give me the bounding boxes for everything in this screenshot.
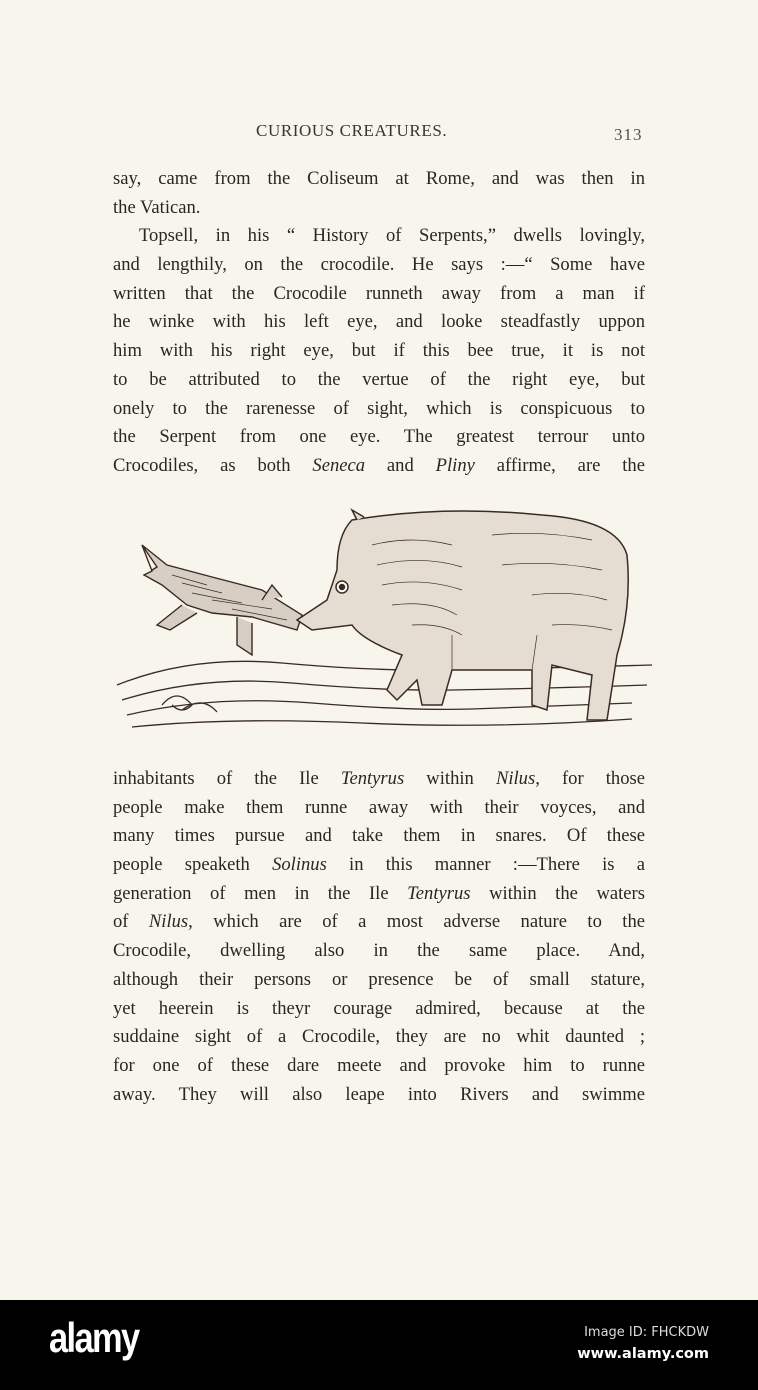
beast-figure [297,510,628,720]
italic-text: Seneca [312,454,366,476]
text-line [113,1052,645,1081]
text-segment: people speaketh [113,854,273,876]
text-line [113,452,645,481]
text-segment: away. They will also leape into Rivers and swimme [113,1083,645,1105]
text-line [113,822,645,851]
text-segment: Topsell, in his “ History of Serpents,” dwells lovingly, [139,225,645,247]
woodcut-illustration-crocodile-and-beast [112,505,657,740]
alamy-logo: alamy [49,1314,139,1361]
crocodile-figure [142,545,302,655]
text-segment: of [113,911,149,933]
text-segment: the Vatican. [113,196,201,218]
page-number: 313 [614,125,643,144]
text-block-upper [113,165,645,481]
text-line [113,194,645,223]
text-line [113,794,645,823]
text-block-lower [113,765,645,1109]
text-line [113,880,645,909]
watermark-footer [0,1300,758,1390]
text-line [113,395,645,424]
text-line [113,995,645,1024]
text-line [113,765,645,794]
text-segment: for those [539,768,645,789]
text-line [113,937,645,966]
image-id: Image ID: FHCKDW [584,1325,709,1340]
italic-text: Pliny [435,454,475,476]
text-line [113,1023,645,1052]
text-line [113,966,645,995]
text-line [113,908,645,937]
italic-text: Nilus, [495,768,540,789]
text-segment: affirme, are the [474,454,645,476]
text-line [113,337,645,366]
text-segment: him with his right eye, but if this bee true, it is not [113,340,645,362]
text-segment: within [404,768,496,789]
text-segment: people make them runne away with their voyces, and [113,796,645,818]
text-line [113,308,645,337]
text-segment: written that the Crocodile runneth away from a man if [113,282,645,304]
text-line [113,1081,645,1110]
text-segment: and lengthily, on the crocodile. He says :—“ Some have [113,254,645,276]
italic-text: Tentyrus [407,882,471,904]
text-line [113,851,645,880]
text-line [113,423,645,452]
text-line [113,251,645,280]
text-segment: although their persons or presence be of small stature, [113,968,645,990]
text-segment: to be attributed to the vertue of the right eye, but [113,368,645,390]
running-head-title: CURIOUS CREATURES. [256,121,448,140]
text-segment: inhabitants of the Ile [113,768,341,789]
text-segment: which are of a most adverse nature to the [192,911,645,933]
text-segment: within the waters [470,882,645,904]
text-segment: Crocodile, dwelling also in the same place. And, [113,940,645,962]
text-segment: yet heerein is theyr courage admired, because at the [113,997,645,1019]
text-segment: onely to the rarenesse of sight, which is conspicuous to [113,397,645,419]
text-segment: many times pursue and take them in snares. Of these [113,825,645,847]
text-segment: in this manner :—There is a [326,854,645,876]
text-line [113,280,645,309]
italic-text: Solinus [272,854,327,876]
text-line [113,222,645,251]
text-segment: suddaine sight of a Crocodile, they are no whit daunted ; [113,1026,645,1048]
text-segment: say, came from the Coliseum at Rome, and was then in [113,168,645,189]
text-segment: for one of these dare meete and provoke him to runne [113,1054,645,1076]
running-head [0,121,758,145]
text-line [113,165,645,194]
site-url: www.alamy.com [577,1346,709,1362]
italic-text: Tentyrus [340,768,405,789]
italic-text: Nilus, [148,911,193,933]
text-segment: Crocodiles, as both [113,454,313,476]
text-line [113,366,645,395]
text-segment: the Serpent from one eye. The greatest terrour unto [113,426,645,448]
text-segment: generation of men in the Ile [113,882,408,904]
text-segment: and [365,454,436,476]
text-segment: he winke with his left eye, and looke steadfastly uppon [113,311,645,333]
